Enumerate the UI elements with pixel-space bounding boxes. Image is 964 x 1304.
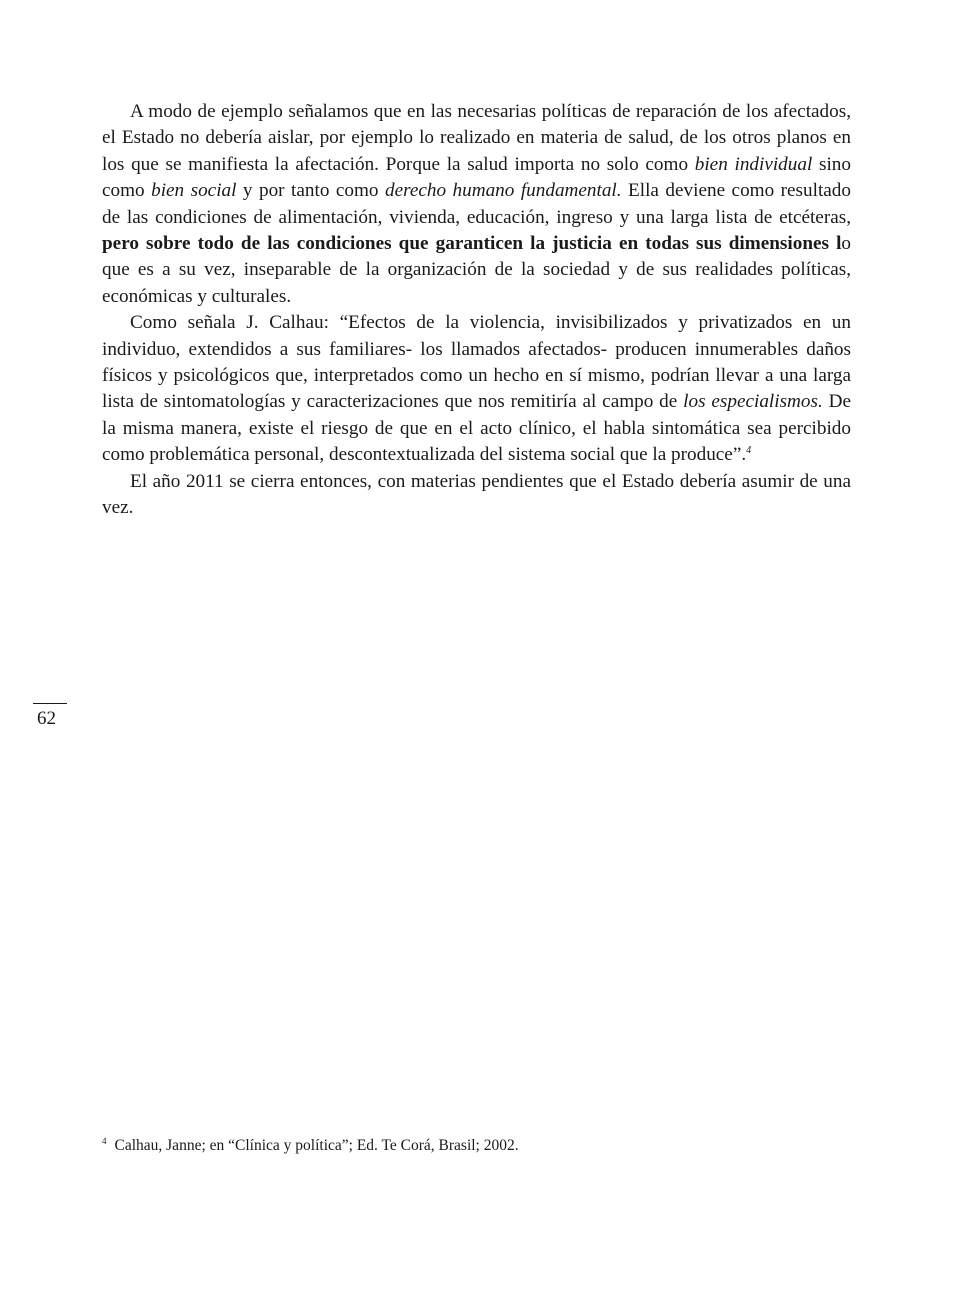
bold-text: pero sobre todo de las condiciones que garanticen la justicia en todas sus dimensiones l	[102, 233, 842, 255]
emphasis-text: bien social	[151, 180, 237, 202]
body-text	[102, 99, 851, 522]
paragraph-text: sino como	[102, 153, 851, 202]
paragraph-text: Como señala J. Calhau: “Efectos de la violencia, invisibilizados y privatizados en un individuo, extendidos a sus familiares- los llamados afectados- producen innumerables daños físicos y psicológicos que, interpretados como un hecho en sí mismo, podrían llevar a una larga lista de sintomatologías y caracterizaciones que nos remitiría al campo de	[102, 312, 851, 413]
emphasis-text: derecho humano fundamental.	[384, 180, 622, 202]
emphasis-text: los especialismos.	[683, 391, 823, 413]
paragraph-text: El año 2011 se cierra entonces, con materias pendientes que el Estado debería asumir de una vez.	[102, 470, 851, 519]
footnote	[102, 1136, 851, 1156]
footnote-marker: 4	[102, 1136, 107, 1146]
paragraph-text: o que es a su vez, inseparable de la organización de la sociedad y de sus realidades políticas, económicas y culturales.	[102, 233, 851, 307]
page-number-rule	[33, 703, 67, 704]
paragraph-text: A modo de ejemplo señalamos que en las necesarias políticas de reparación de los afectados, el Estado no debería aislar, por ejemplo lo realizado en materia de salud, de los otros planos en los que se manifiesta la afectación. Porque la salud importa no solo como	[102, 101, 851, 175]
paragraph-text: y por tanto como	[236, 180, 385, 202]
emphasis-text: bien individual	[694, 153, 813, 175]
paragraph-2	[102, 310, 851, 468]
footnote-text: Calhau, Janne; en “Clínica y política”; Ed. Te Corá, Brasil; 2002.	[114, 1137, 519, 1154]
footnote-reference[interactable]: 4	[746, 445, 752, 457]
paragraph-1	[102, 99, 851, 310]
paragraph-3	[102, 469, 851, 522]
paragraph-text: Ella deviene como resultado de las condiciones de alimentación, vivienda, educación, ingreso y una larga lista de etcéteras,	[102, 180, 851, 228]
page-number: 62	[37, 708, 56, 729]
paragraph-text: De la misma manera, existe el riesgo de que en el acto clínico, el habla sintomática sea percibido como problemática personal, descontextualizada del sistema social que la produce”.	[102, 391, 851, 466]
